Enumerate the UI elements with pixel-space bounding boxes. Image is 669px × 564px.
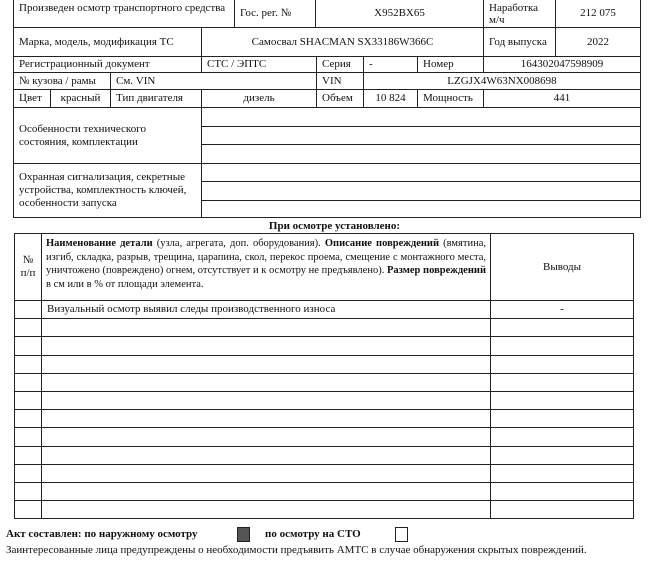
volume-value	[363, 89, 418, 108]
reg-plate-value-text: X952BX65	[374, 7, 425, 19]
volume-value-text: 10 824	[375, 92, 406, 104]
writing-line	[201, 144, 641, 145]
row-description-cell[interactable]	[41, 464, 491, 483]
row-number-cell[interactable]	[14, 373, 42, 392]
col-conclusions-header-text: Выводы	[542, 260, 582, 273]
notice-text: Заинтересованные лица предупреждены о необходимости предъявить АМТС в случае обнаружения скрытых повреждений.	[6, 544, 587, 556]
year-value-text: 2022	[587, 35, 609, 48]
mileage-label-text: Наработка м/ч	[489, 1, 539, 26]
row-number-cell[interactable]	[14, 300, 42, 319]
power-label	[417, 89, 484, 108]
tech-state-label-text: Особенности технического состояния, комплектации	[19, 122, 146, 148]
damage-size-heading: Размер повреждений	[387, 265, 486, 276]
engine-label	[110, 89, 202, 108]
part-name-note: (узла, агрегата, доп. оборудования).	[152, 238, 325, 249]
row-description-cell[interactable]	[41, 300, 491, 319]
series-label	[316, 56, 364, 73]
row-conclusion-cell[interactable]	[490, 409, 634, 428]
sto-inspection-checkbox[interactable]	[395, 527, 408, 542]
series-value	[363, 56, 418, 73]
row-number-cell[interactable]	[14, 427, 42, 447]
reg-plate-label-text: Гос. рег. №	[240, 7, 292, 19]
row-description-cell[interactable]	[41, 446, 491, 465]
row-description-cell[interactable]	[41, 355, 491, 374]
inspection-label	[13, 0, 235, 28]
body-value-text: См. VIN	[116, 74, 156, 87]
row-description-cell[interactable]	[41, 409, 491, 428]
row-number-cell[interactable]	[14, 318, 42, 337]
row-number-cell[interactable]	[14, 446, 42, 465]
row-number-cell[interactable]	[14, 336, 42, 356]
power-label-text: Мощность	[423, 92, 473, 104]
row-conclusion-cell[interactable]	[490, 373, 634, 392]
row-number-cell[interactable]	[14, 464, 42, 483]
volume-label	[316, 89, 364, 108]
row-conclusion-cell[interactable]	[490, 300, 634, 319]
inspection-label-text: Произведен осмотр транспортного средства	[19, 2, 226, 14]
number-label	[417, 56, 484, 73]
row-description-cell[interactable]	[41, 482, 491, 501]
color-value-text: красный	[60, 92, 101, 104]
row-description-cell[interactable]	[41, 500, 491, 519]
row-description-cell[interactable]	[41, 336, 491, 356]
reg-plate-value	[315, 0, 484, 28]
year-label	[483, 27, 556, 57]
findings-title: При осмотре установлено:	[268, 220, 401, 232]
security-lines[interactable]	[201, 163, 641, 218]
writing-line	[201, 200, 641, 201]
damage-description-note: (вмятина, изгиб, складка, разрыв, трещина, царапина, скол, перекос проема, смещение с монтажного места, уничтожено (повреждено) огнем, отсутствует и к осмотру не предъявлено).	[46, 238, 486, 276]
series-label-text: Серия	[322, 58, 351, 70]
row-description-cell[interactable]	[41, 318, 491, 337]
color-value	[50, 89, 111, 108]
power-value-text: 441	[553, 92, 571, 104]
security-label	[13, 163, 202, 218]
color-label-text: Цвет	[19, 92, 42, 104]
engine-value	[201, 89, 317, 108]
body-label-text: № кузова / рамы	[19, 74, 96, 87]
color-label	[13, 89, 51, 108]
vin-label	[316, 72, 364, 90]
reg-doc-value	[201, 56, 317, 73]
series-value-text: -	[369, 58, 373, 70]
col-description-header	[41, 233, 491, 301]
model-value-text: Самосвал SHACMAN SX33186W366C	[251, 35, 434, 48]
row-conclusion-cell[interactable]	[490, 318, 634, 337]
row-number-cell[interactable]	[14, 409, 42, 428]
number-value-text: 164302047598909	[520, 58, 604, 70]
damage-size-note: в см или в % от площади элемента.	[46, 278, 204, 290]
reg-doc-value-text: СТС / ЭПТС	[207, 58, 267, 70]
vin-value	[363, 72, 641, 90]
row-number-cell[interactable]	[14, 355, 42, 374]
row-conclusion-cell[interactable]	[490, 482, 634, 501]
vin-value-text: LZGJX4W63NX008698	[447, 74, 557, 87]
row-number-cell[interactable]	[14, 482, 42, 501]
row-number-cell[interactable]	[14, 391, 42, 410]
row-conclusion-cell[interactable]	[490, 391, 634, 410]
reg-plate-label	[234, 0, 316, 28]
security-label-text: Охранная сигнализация, секретные устройства, комплектность ключей, особенности запуска	[19, 171, 187, 209]
mileage-label	[483, 0, 556, 28]
reg-doc-label	[13, 56, 202, 73]
number-label-text: Номер	[423, 58, 454, 70]
row-conclusion-cell-text: -	[560, 303, 564, 315]
col-number-header	[14, 233, 42, 301]
power-value	[483, 89, 641, 108]
number-value	[483, 56, 641, 73]
mileage-value-text: 212 075	[580, 7, 616, 19]
model-label	[13, 27, 202, 57]
act-label: Акт составлен: по наружному осмотру	[6, 528, 198, 540]
volume-label-text: Объем	[322, 92, 353, 104]
col-number-header-text: № п/п	[20, 254, 36, 279]
row-conclusion-cell[interactable]	[490, 500, 634, 519]
row-conclusion-cell[interactable]	[490, 427, 634, 447]
body-label	[13, 72, 111, 90]
reg-doc-label-text: Регистрационный документ	[19, 58, 150, 70]
row-conclusion-cell[interactable]	[490, 355, 634, 374]
year-value	[555, 27, 641, 57]
model-label-text: Марка, модель, модификация ТС	[19, 35, 174, 48]
vin-label-text: VIN	[322, 74, 342, 87]
row-conclusion-cell[interactable]	[490, 336, 634, 356]
damage-description-heading: Описание повреждений	[324, 238, 439, 249]
row-conclusion-cell[interactable]	[490, 446, 634, 465]
engine-label-text: Тип двигателя	[116, 92, 183, 104]
row-description-cell[interactable]	[41, 373, 491, 392]
model-value	[201, 27, 484, 57]
tech-state-label	[13, 107, 202, 164]
engine-value-text: дизель	[243, 92, 275, 104]
tech-state-lines[interactable]	[201, 107, 641, 164]
external-inspection-checkbox[interactable]	[237, 527, 250, 542]
row-description-cell[interactable]	[41, 427, 491, 447]
writing-line	[201, 126, 641, 127]
part-name-heading: Наименование детали	[46, 238, 153, 249]
year-label-text: Год выпуска	[489, 36, 547, 48]
row-number-cell[interactable]	[14, 500, 42, 519]
col-conclusions-header	[490, 233, 634, 301]
row-description-cell[interactable]	[41, 391, 491, 410]
sto-label: по осмотру на СТО	[265, 528, 361, 540]
writing-line	[201, 181, 641, 182]
body-value	[110, 72, 317, 90]
row-description-cell-text: Визуальный осмотр выявил следы производственного износа	[47, 303, 336, 315]
row-conclusion-cell[interactable]	[490, 464, 634, 483]
mileage-value	[555, 0, 641, 28]
